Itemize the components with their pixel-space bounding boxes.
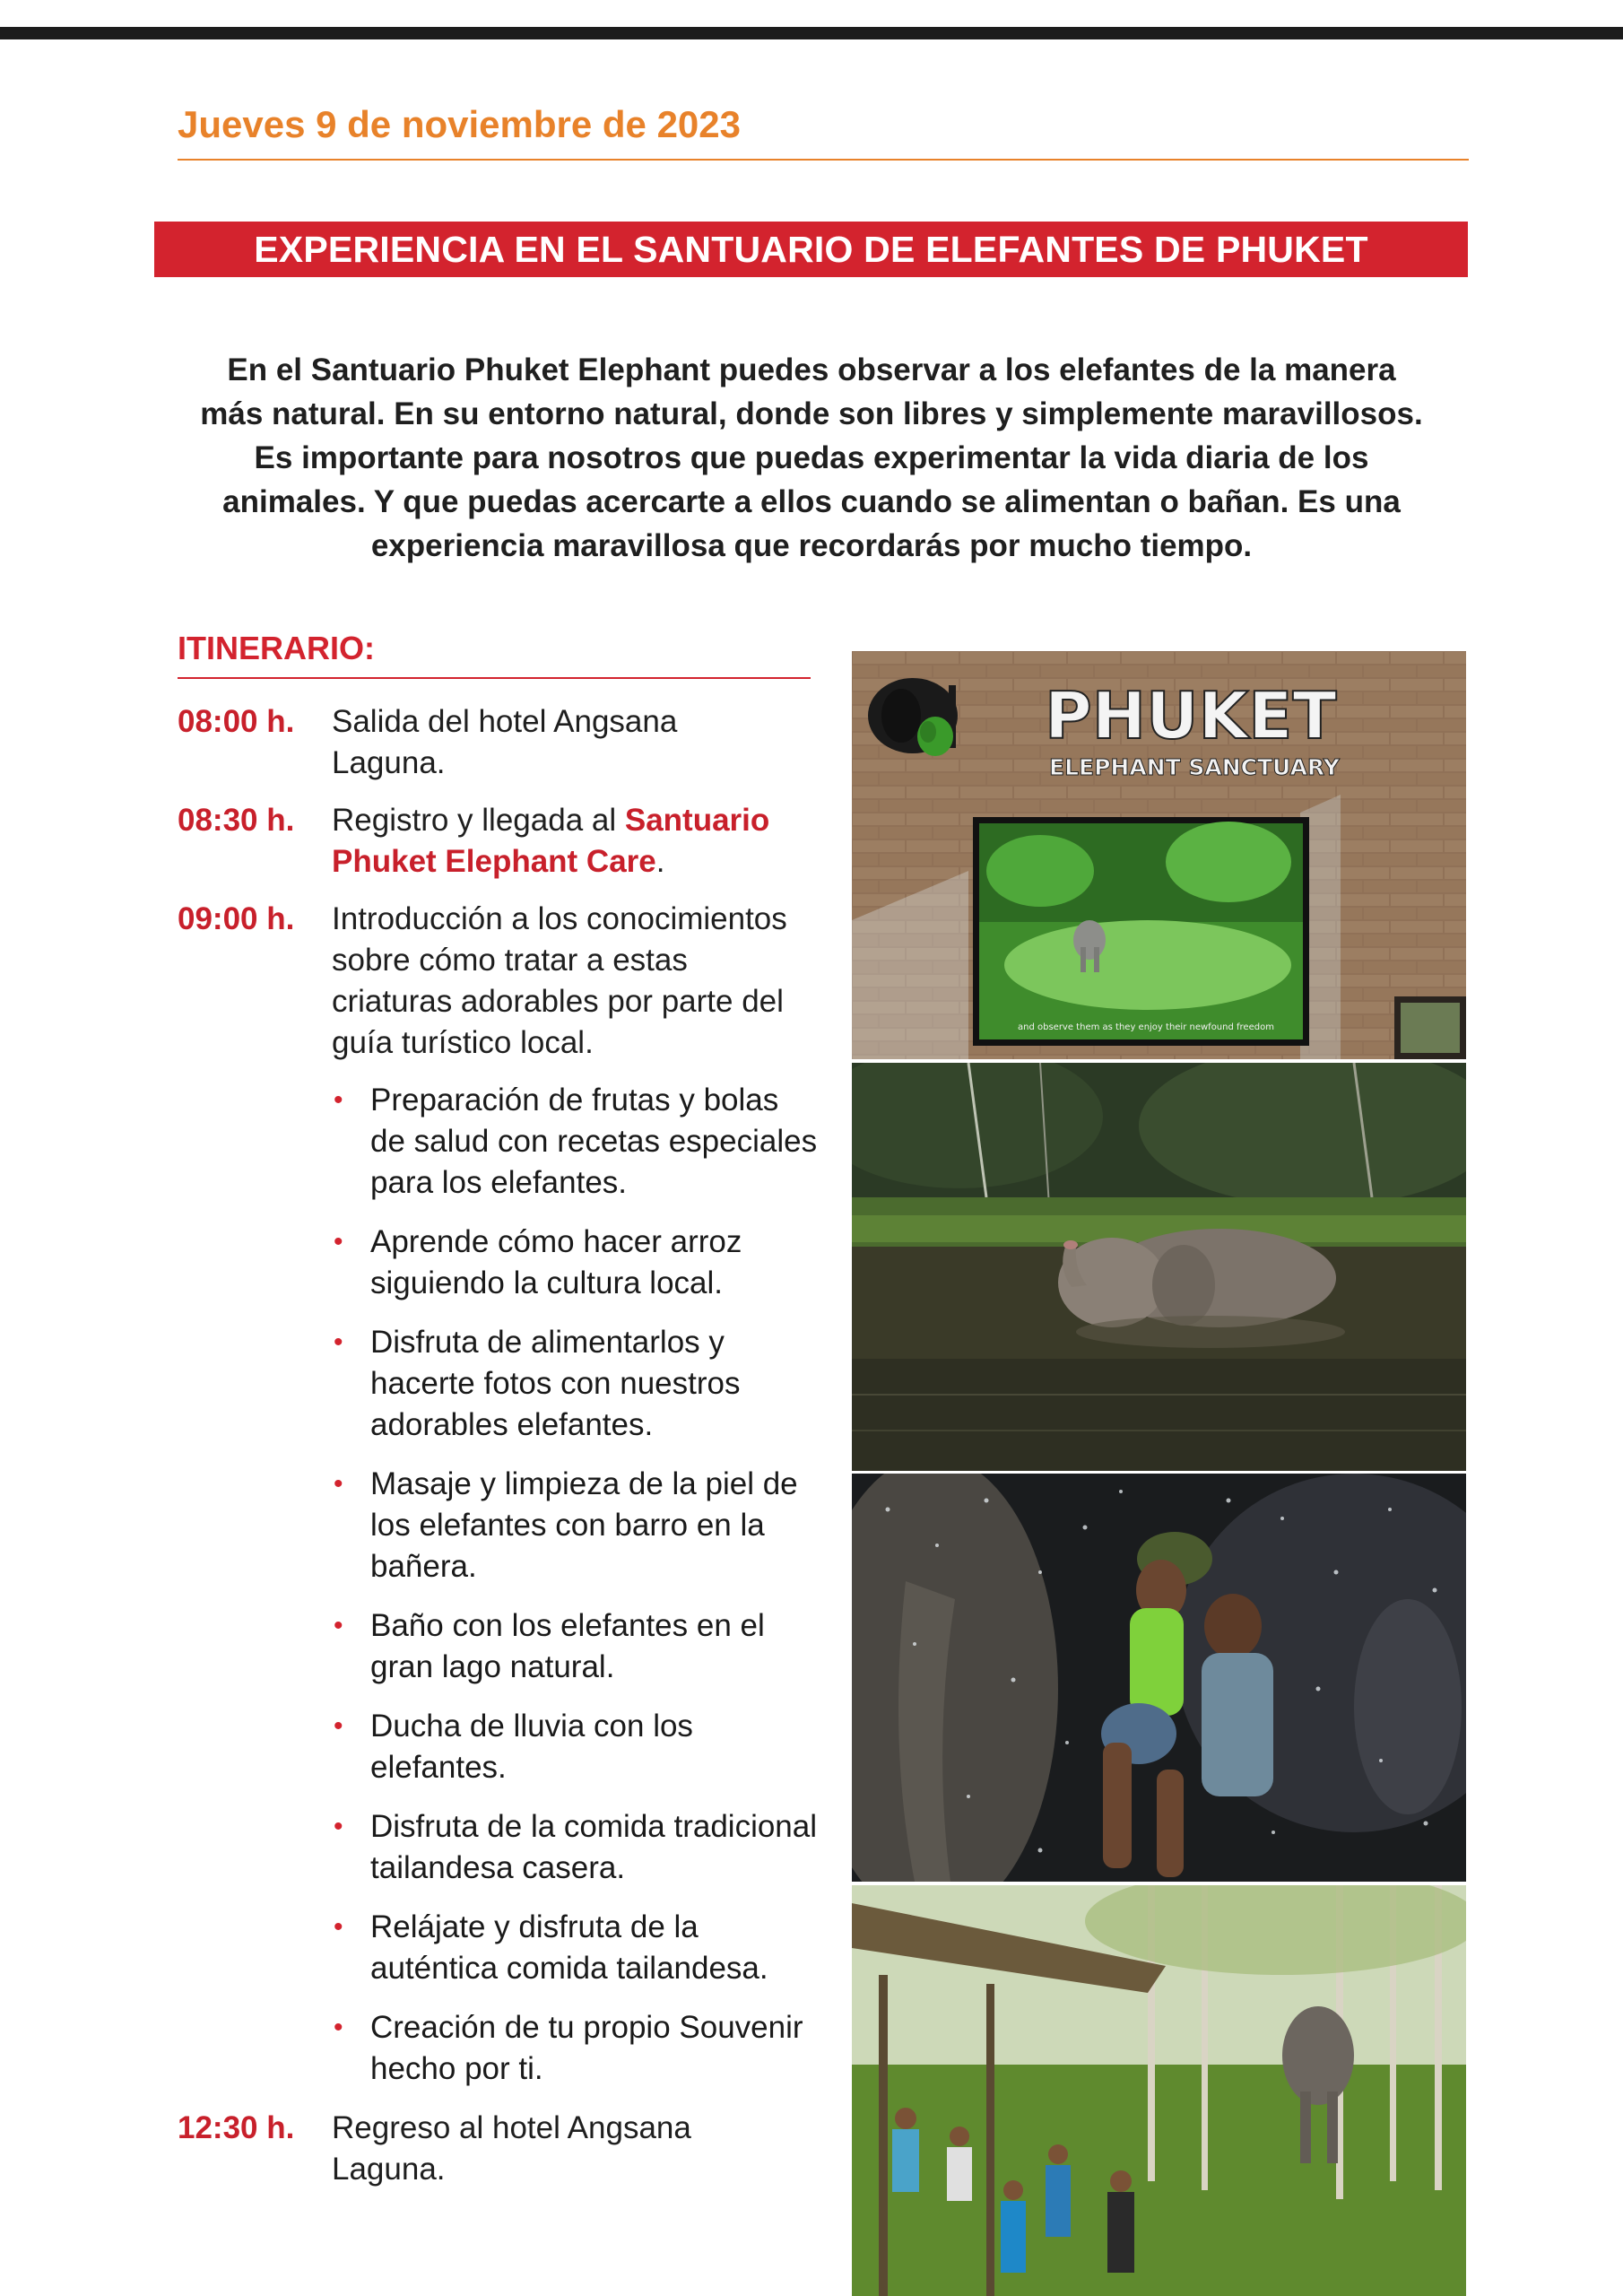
bullet-dot-icon: • [334, 1611, 343, 1640]
list-item: • Preparación de frutas y bolas de salud con recetas especiales para los elefantes. [332, 1080, 819, 1204]
entry-text: Salida del hotel Angsana Laguna. [332, 704, 678, 780]
screen-caption: and observe them as they enjoy their newfound freedom [1018, 1022, 1274, 1032]
sign-subtitle: ELEPHANT SANCTUARY [1049, 754, 1340, 780]
bullet-dot-icon: • [334, 1227, 343, 1257]
itinerary-entry-0800 [178, 701, 823, 784]
list-item: • Disfruta de alimentarlos y hacerte fotos con nuestros adorables elefantes. [332, 1322, 819, 1446]
title-banner: EXPERIENCIA EN EL SANTUARIO DE ELEFANTES DE PHUKET [154, 222, 1468, 277]
list-item: • Aprende cómo hacer arroz siguiendo la cultura local. [332, 1222, 819, 1304]
list-item: • Ducha de lluvia con los elefantes. [332, 1706, 819, 1788]
list-item: • Masaje y limpieza de la piel de los elefantes con barro en la bañera. [332, 1464, 819, 1587]
photo-sanctuary-sign [852, 651, 1466, 1059]
entry-text-after: . [655, 844, 665, 879]
entry-text: Regreso al hotel Angsana Laguna. [332, 2110, 691, 2187]
itinerary-entry-0830 [178, 800, 823, 883]
itinerary-title: ITINERARIO: [178, 628, 811, 679]
itinerary-list [178, 701, 823, 2206]
list-item: • Disfruta de la comida tradicional tailandesa casera. [332, 1806, 819, 1889]
list-item: • Relájate y disfruta de la auténtica comida tailandesa. [332, 1907, 819, 1989]
bullet-dot-icon: • [334, 1711, 343, 1741]
bullet-dot-icon: • [334, 2013, 343, 2042]
entry-text-before: Registro y llegada al [332, 803, 625, 838]
top-rule [0, 27, 1623, 39]
photo-elephant-shower [852, 1474, 1466, 1882]
bullet-dot-icon: • [334, 1327, 343, 1357]
bullet-dot-icon: • [334, 1912, 343, 1942]
intro-paragraph: En el Santuario Phuket Elephant puedes observar a los elefantes de la manera más natural. En su entorno natural, donde son libres y simplemente maravillosos. Es importante para nosotros que puedas experimentar la vida diaria de los animales. Y que puedas acercarte a ellos cuando se alimentan o bañan. Es una experiencia maravillosa que recordarás por mucho tiempo. [200, 352, 1423, 563]
activity-bullets [178, 1080, 823, 2090]
bullet-dot-icon: • [334, 1085, 343, 1115]
photo-forest-visitors [852, 1885, 1466, 2296]
sign-title: PHUKET [1045, 678, 1337, 753]
bullet-dot-icon: • [334, 1469, 343, 1499]
photo-elephant-bathing [852, 1063, 1466, 1471]
date-heading: Jueves 9 de noviembre de 2023 [178, 100, 1469, 161]
itinerary-entry-0900 [178, 899, 823, 1064]
list-item: • Creación de tu propio Souvenir hecho por ti. [332, 2007, 819, 2090]
sanctuary-name-highlight: Santuario Phuket Elephant Care [332, 803, 770, 879]
entry-text: Introducción a los conocimientos sobre cómo tratar a estas criaturas adorables por parte del guía turístico local. [332, 901, 787, 1060]
entry-time: 12:30 h. [178, 2110, 295, 2145]
itinerary-entry-1230 [178, 2108, 823, 2190]
entry-time: 08:00 h. [178, 704, 295, 739]
bullet-dot-icon: • [334, 1812, 343, 1841]
entry-time: 09:00 h. [178, 901, 295, 936]
entry-text [332, 800, 798, 883]
list-item: • Baño con los elefantes en el gran lago natural. [332, 1605, 819, 1688]
entry-time: 08:30 h. [178, 803, 295, 838]
